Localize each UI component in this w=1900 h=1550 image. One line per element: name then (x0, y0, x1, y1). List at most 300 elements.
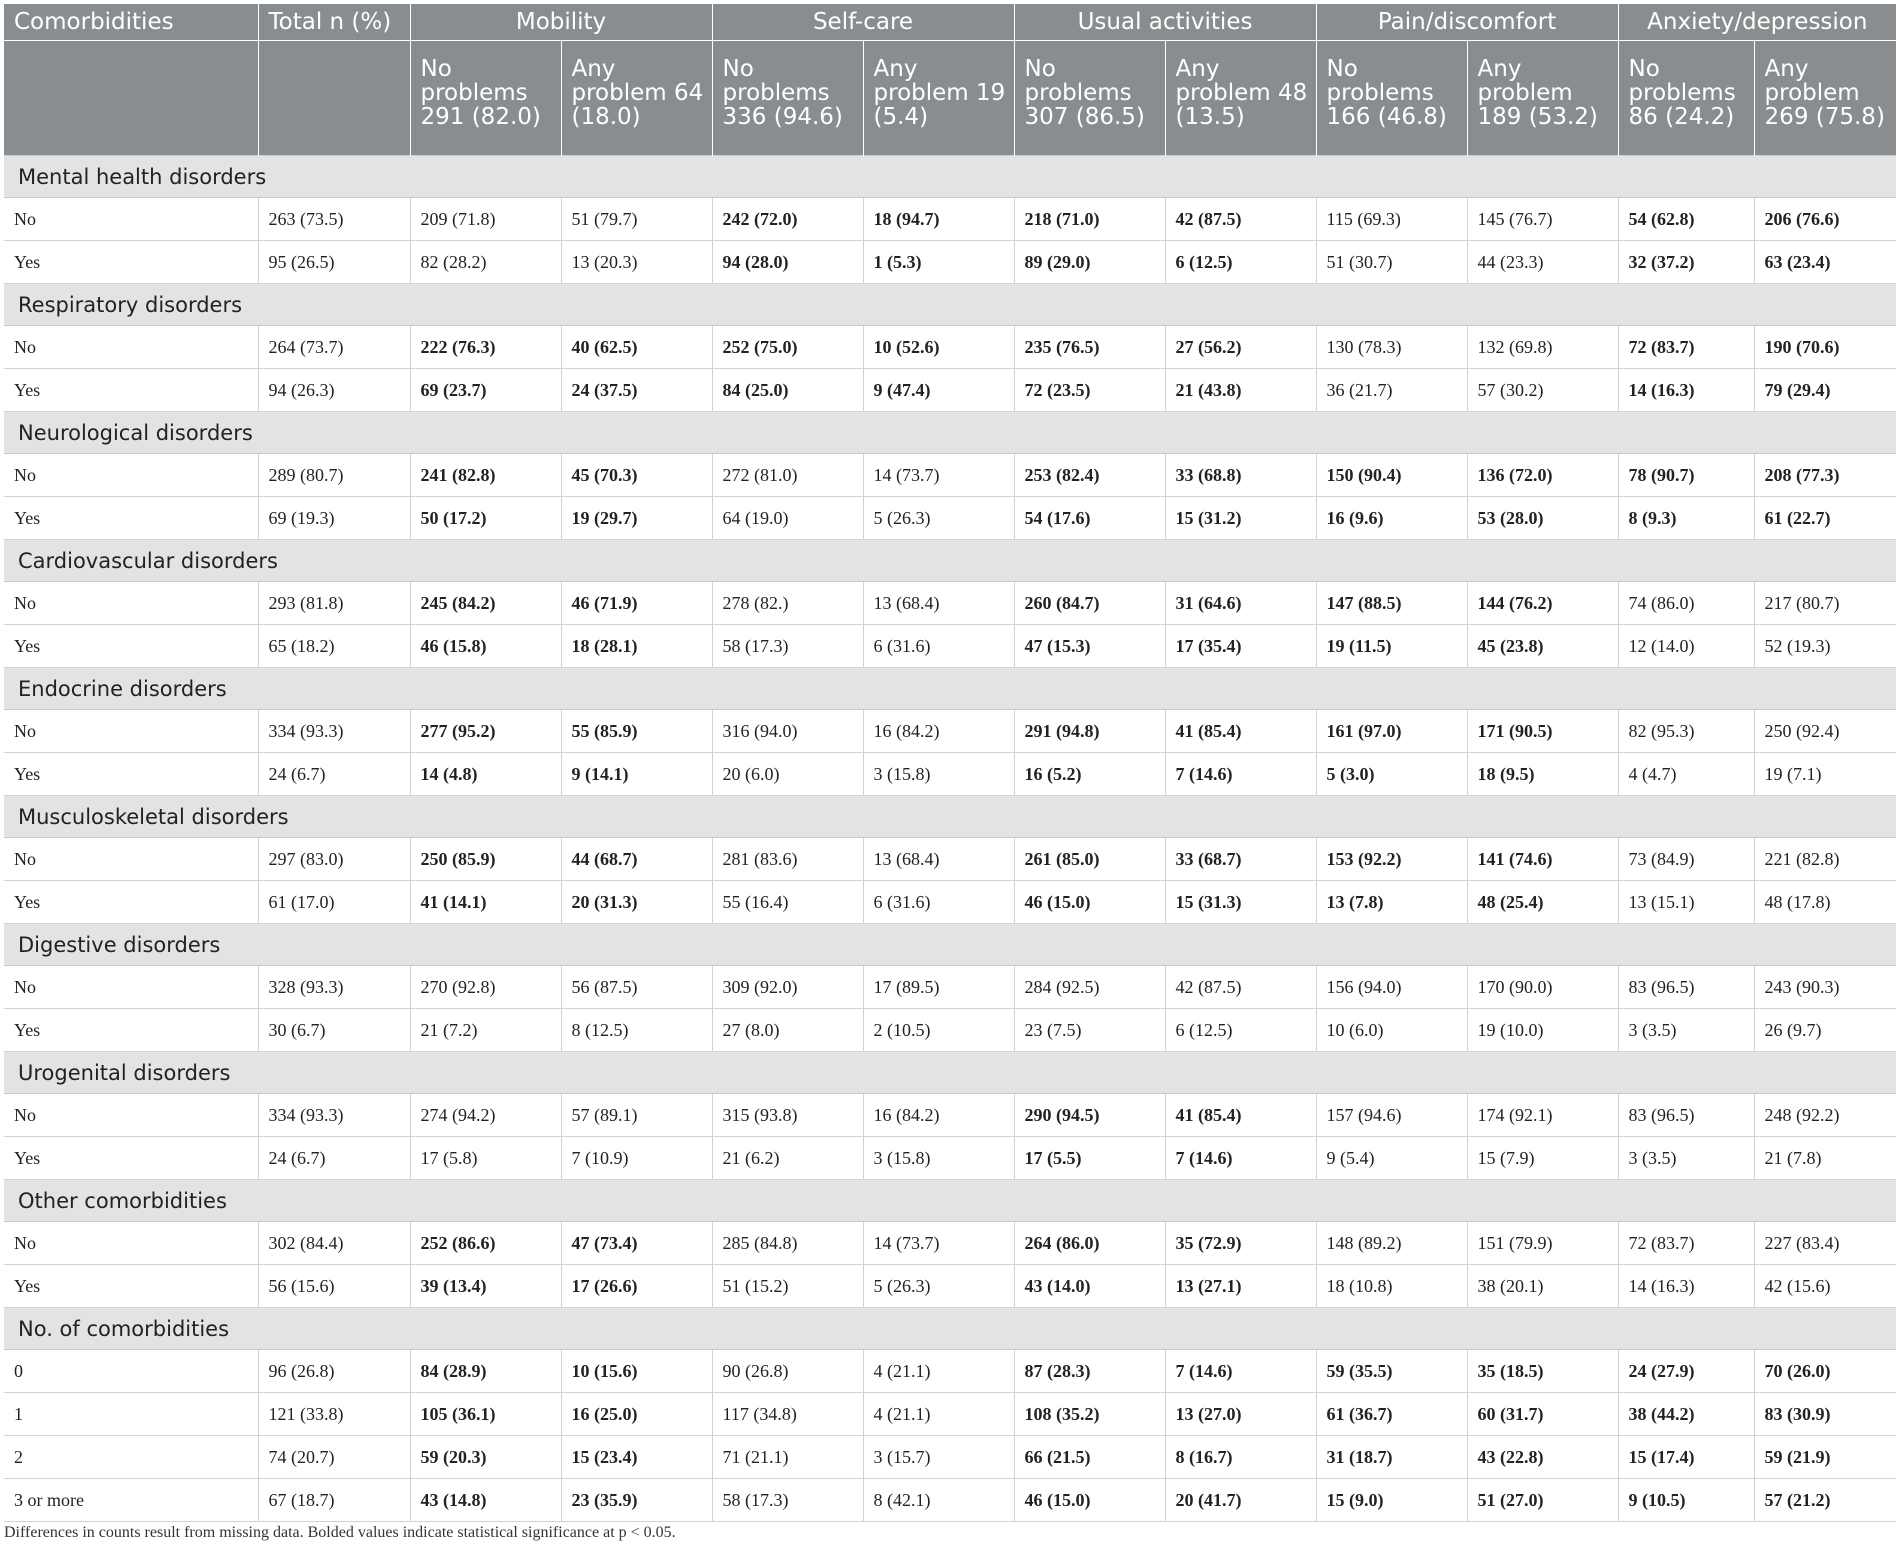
table-cell: 43 (22.8) (1467, 1436, 1618, 1479)
table-cell: 61 (17.0) (258, 881, 410, 924)
table-cell: 253 (82.4) (1014, 454, 1165, 497)
table-cell: 31 (18.7) (1316, 1436, 1467, 1479)
table-cell: 334 (93.3) (258, 1094, 410, 1137)
section-row (4, 540, 1896, 582)
header-total: Total n (%) (258, 4, 410, 41)
table-cell: 65 (18.2) (258, 625, 410, 668)
table-row (4, 1222, 1896, 1265)
table-cell: 145 (76.7) (1467, 198, 1618, 241)
table-cell: 51 (15.2) (712, 1265, 863, 1308)
table-cell: 14 (73.7) (863, 1222, 1014, 1265)
table-cell: 55 (85.9) (561, 710, 712, 753)
table-cell: 58 (17.3) (712, 625, 863, 668)
table-cell: 63 (23.4) (1754, 241, 1896, 284)
table-cell: 302 (84.4) (258, 1222, 410, 1265)
table-row (4, 966, 1896, 1009)
table-cell: 9 (5.4) (1316, 1137, 1467, 1180)
table-cell: 260 (84.7) (1014, 582, 1165, 625)
table-cell: 57 (30.2) (1467, 369, 1618, 412)
table-cell: 281 (83.6) (712, 838, 863, 881)
table-cell: 51 (30.7) (1316, 241, 1467, 284)
table-cell: 218 (71.0) (1014, 198, 1165, 241)
table-cell: 70 (26.0) (1754, 1350, 1896, 1393)
table-cell: 8 (42.1) (863, 1479, 1014, 1522)
table-cell: 222 (76.3) (410, 326, 561, 369)
section-title: No. of comorbidities (4, 1308, 1896, 1350)
table-cell: 15 (9.0) (1316, 1479, 1467, 1522)
table-cell: 3 (15.7) (863, 1436, 1014, 1479)
row-label: No (4, 326, 258, 369)
header-row-dimensions (4, 4, 1896, 41)
table-cell: 4 (21.1) (863, 1393, 1014, 1436)
table-cell: 261 (85.0) (1014, 838, 1165, 881)
table-cell: 4 (21.1) (863, 1350, 1014, 1393)
table-row (4, 198, 1896, 241)
table-cell: 26 (9.7) (1754, 1009, 1896, 1052)
table-cell: 13 (68.4) (863, 838, 1014, 881)
table-cell: 245 (84.2) (410, 582, 561, 625)
table-cell: 250 (92.4) (1754, 710, 1896, 753)
table-cell: 24 (6.7) (258, 753, 410, 796)
table-row (4, 710, 1896, 753)
table-cell: 5 (3.0) (1316, 753, 1467, 796)
table-cell: 82 (28.2) (410, 241, 561, 284)
header-usual-activities: Usual activities (1014, 4, 1316, 41)
table-cell: 3 (3.5) (1618, 1009, 1754, 1052)
table-cell: 31 (64.6) (1165, 582, 1316, 625)
table-cell: 33 (68.8) (1165, 454, 1316, 497)
table-cell: 206 (76.6) (1754, 198, 1896, 241)
comorbidities-table (4, 4, 1896, 1522)
table-cell: 82 (95.3) (1618, 710, 1754, 753)
table-cell: 72 (23.5) (1014, 369, 1165, 412)
table-cell: 74 (20.7) (258, 1436, 410, 1479)
table-cell: 21 (7.2) (410, 1009, 561, 1052)
table-cell: 58 (17.3) (712, 1479, 863, 1522)
header-pain-discomfort: Pain/discomfort (1316, 4, 1618, 41)
table-cell: 59 (35.5) (1316, 1350, 1467, 1393)
header-self-care: Self-care (712, 4, 1014, 41)
table-cell: 46 (15.8) (410, 625, 561, 668)
table-cell: 15 (31.3) (1165, 881, 1316, 924)
section-title: Musculoskeletal disorders (4, 796, 1896, 838)
table-cell: 69 (23.7) (410, 369, 561, 412)
table-cell: 174 (92.1) (1467, 1094, 1618, 1137)
table-cell: 14 (73.7) (863, 454, 1014, 497)
table-cell: 52 (19.3) (1754, 625, 1896, 668)
table-cell: 20 (41.7) (1165, 1479, 1316, 1522)
table-cell: 264 (73.7) (258, 326, 410, 369)
table-row (4, 1094, 1896, 1137)
table-cell: 217 (80.7) (1754, 582, 1896, 625)
table-cell: 59 (21.9) (1754, 1436, 1896, 1479)
row-label: Yes (4, 881, 258, 924)
table-cell: 12 (14.0) (1618, 625, 1754, 668)
table-cell: 42 (87.5) (1165, 198, 1316, 241)
table-cell: 284 (92.5) (1014, 966, 1165, 1009)
section-title: Cardiovascular disorders (4, 540, 1896, 582)
row-label: Yes (4, 241, 258, 284)
table-cell: 19 (10.0) (1467, 1009, 1618, 1052)
table-cell: 96 (26.8) (258, 1350, 410, 1393)
table-cell: 190 (70.6) (1754, 326, 1896, 369)
table-cell: 117 (34.8) (712, 1393, 863, 1436)
table-cell: 46 (15.0) (1014, 1479, 1165, 1522)
table-cell: 6 (12.5) (1165, 241, 1316, 284)
table-cell: 38 (20.1) (1467, 1265, 1618, 1308)
table-cell: 17 (35.4) (1165, 625, 1316, 668)
table-cell: 9 (47.4) (863, 369, 1014, 412)
table-footnote: Differences in counts result from missing data. Bolded values indicate statistical significance at p < 0.05. (4, 1524, 676, 1541)
table-cell: 24 (27.9) (1618, 1350, 1754, 1393)
table-cell: 15 (17.4) (1618, 1436, 1754, 1479)
table-cell: 289 (80.7) (258, 454, 410, 497)
table-cell: 7 (10.9) (561, 1137, 712, 1180)
row-label: 2 (4, 1436, 258, 1479)
table-cell: 315 (93.8) (712, 1094, 863, 1137)
table-cell: 39 (13.4) (410, 1265, 561, 1308)
row-label: Yes (4, 497, 258, 540)
table-cell: 208 (77.3) (1754, 454, 1896, 497)
table-cell: 150 (90.4) (1316, 454, 1467, 497)
table-cell: 252 (75.0) (712, 326, 863, 369)
table-cell: 79 (29.4) (1754, 369, 1896, 412)
section-title: Respiratory disorders (4, 284, 1896, 326)
section-title: Mental health disorders (4, 156, 1896, 198)
table-cell: 42 (87.5) (1165, 966, 1316, 1009)
table-cell: 7 (14.6) (1165, 1137, 1316, 1180)
table-cell: 61 (22.7) (1754, 497, 1896, 540)
section-title: Other comorbidities (4, 1180, 1896, 1222)
table-cell: 73 (84.9) (1618, 838, 1754, 881)
table-cell: 35 (72.9) (1165, 1222, 1316, 1265)
table-cell: 83 (96.5) (1618, 966, 1754, 1009)
table-cell: 16 (84.2) (863, 1094, 1014, 1137)
table-cell: 272 (81.0) (712, 454, 863, 497)
table-cell: 121 (33.8) (258, 1393, 410, 1436)
table-cell: 67 (18.7) (258, 1479, 410, 1522)
table-cell: 64 (19.0) (712, 497, 863, 540)
table-cell: 53 (28.0) (1467, 497, 1618, 540)
subheader-self-care-no-problems: No problems 336 (94.6) (712, 41, 863, 156)
table-row (4, 753, 1896, 796)
table-cell: 13 (27.1) (1165, 1265, 1316, 1308)
table-cell: 48 (25.4) (1467, 881, 1618, 924)
table-row (4, 1436, 1896, 1479)
table-cell: 78 (90.7) (1618, 454, 1754, 497)
table-cell: 18 (28.1) (561, 625, 712, 668)
table-row (4, 1350, 1896, 1393)
table-cell: 16 (5.2) (1014, 753, 1165, 796)
table-cell: 21 (6.2) (712, 1137, 863, 1180)
table-cell: 144 (76.2) (1467, 582, 1618, 625)
row-label: Yes (4, 1137, 258, 1180)
table-cell: 47 (73.4) (561, 1222, 712, 1265)
table-cell: 8 (9.3) (1618, 497, 1754, 540)
table-cell: 270 (92.8) (410, 966, 561, 1009)
table-cell: 18 (10.8) (1316, 1265, 1467, 1308)
table-cell: 105 (36.1) (410, 1393, 561, 1436)
row-label: No (4, 454, 258, 497)
row-label: No (4, 838, 258, 881)
table-cell: 227 (83.4) (1754, 1222, 1896, 1265)
row-label: Yes (4, 1009, 258, 1052)
table-cell: 84 (28.9) (410, 1350, 561, 1393)
table-cell: 48 (17.8) (1754, 881, 1896, 924)
table-cell: 141 (74.6) (1467, 838, 1618, 881)
table-row (4, 881, 1896, 924)
table-cell: 10 (6.0) (1316, 1009, 1467, 1052)
table-cell: 23 (35.9) (561, 1479, 712, 1522)
table-row (4, 497, 1896, 540)
subheader-blank (258, 41, 410, 156)
table-body (4, 156, 1896, 1522)
table-cell: 10 (15.6) (561, 1350, 712, 1393)
section-row (4, 1180, 1896, 1222)
table-row (4, 326, 1896, 369)
table-cell: 285 (84.8) (712, 1222, 863, 1265)
table-cell: 41 (14.1) (410, 881, 561, 924)
table-cell: 40 (62.5) (561, 326, 712, 369)
table-cell: 9 (14.1) (561, 753, 712, 796)
table-cell: 5 (26.3) (863, 1265, 1014, 1308)
table-cell: 84 (25.0) (712, 369, 863, 412)
table-cell: 297 (83.0) (258, 838, 410, 881)
table-cell: 241 (82.8) (410, 454, 561, 497)
table-cell: 151 (79.9) (1467, 1222, 1618, 1265)
table-cell: 15 (7.9) (1467, 1137, 1618, 1180)
table-cell: 17 (26.6) (561, 1265, 712, 1308)
table-cell: 115 (69.3) (1316, 198, 1467, 241)
table-cell: 95 (26.5) (258, 241, 410, 284)
subheader-usual-activities-no-problems: No problems 307 (86.5) (1014, 41, 1165, 156)
table-cell: 171 (90.5) (1467, 710, 1618, 753)
table-row (4, 241, 1896, 284)
table-cell: 50 (17.2) (410, 497, 561, 540)
header-mobility: Mobility (410, 4, 712, 41)
row-label: Yes (4, 753, 258, 796)
table-cell: 55 (16.4) (712, 881, 863, 924)
table-cell: 23 (7.5) (1014, 1009, 1165, 1052)
table-cell: 72 (83.7) (1618, 1222, 1754, 1265)
section-row (4, 1308, 1896, 1350)
table-cell: 94 (28.0) (712, 241, 863, 284)
table-cell: 242 (72.0) (712, 198, 863, 241)
table-cell: 13 (68.4) (863, 582, 1014, 625)
table-cell: 18 (9.5) (1467, 753, 1618, 796)
table-cell: 59 (20.3) (410, 1436, 561, 1479)
table-cell: 83 (96.5) (1618, 1094, 1754, 1137)
table-cell: 156 (94.0) (1316, 966, 1467, 1009)
table-cell: 316 (94.0) (712, 710, 863, 753)
section-title: Digestive disorders (4, 924, 1896, 966)
table-cell: 136 (72.0) (1467, 454, 1618, 497)
table-cell: 221 (82.8) (1754, 838, 1896, 881)
table-cell: 19 (11.5) (1316, 625, 1467, 668)
table-cell: 17 (89.5) (863, 966, 1014, 1009)
table-cell: 51 (27.0) (1467, 1479, 1618, 1522)
subheader-blank (4, 41, 258, 156)
table-cell: 7 (14.6) (1165, 1350, 1316, 1393)
table-cell: 56 (87.5) (561, 966, 712, 1009)
subheader-pain-any-problem: Any problem 189 (53.2) (1467, 41, 1618, 156)
table-cell: 44 (68.7) (561, 838, 712, 881)
table-cell: 51 (79.7) (561, 198, 712, 241)
table-cell: 47 (15.3) (1014, 625, 1165, 668)
table-cell: 32 (37.2) (1618, 241, 1754, 284)
header-anxiety-depression: Anxiety/depression (1618, 4, 1896, 41)
table-cell: 45 (70.3) (561, 454, 712, 497)
table-cell: 334 (93.3) (258, 710, 410, 753)
table-cell: 54 (17.6) (1014, 497, 1165, 540)
section-row (4, 156, 1896, 198)
subheader-pain-no-problems: No problems 166 (46.8) (1316, 41, 1467, 156)
table-row (4, 582, 1896, 625)
table-cell: 30 (6.7) (258, 1009, 410, 1052)
table-cell: 148 (89.2) (1316, 1222, 1467, 1265)
table-cell: 72 (83.7) (1618, 326, 1754, 369)
table-cell: 54 (62.8) (1618, 198, 1754, 241)
row-label: No (4, 582, 258, 625)
row-label: 0 (4, 1350, 258, 1393)
comorbidities-table-container (4, 4, 1896, 1522)
table-cell: 35 (18.5) (1467, 1350, 1618, 1393)
section-row (4, 1052, 1896, 1094)
row-label: No (4, 966, 258, 1009)
table-cell: 16 (25.0) (561, 1393, 712, 1436)
row-label: 1 (4, 1393, 258, 1436)
table-cell: 38 (44.2) (1618, 1393, 1754, 1436)
table-cell: 248 (92.2) (1754, 1094, 1896, 1137)
table-cell: 46 (71.9) (561, 582, 712, 625)
table-cell: 36 (21.7) (1316, 369, 1467, 412)
table-cell: 252 (86.6) (410, 1222, 561, 1265)
table-cell: 130 (78.3) (1316, 326, 1467, 369)
table-cell: 8 (16.7) (1165, 1436, 1316, 1479)
table-cell: 21 (43.8) (1165, 369, 1316, 412)
table-row (4, 1009, 1896, 1052)
table-cell: 309 (92.0) (712, 966, 863, 1009)
table-cell: 10 (52.6) (863, 326, 1014, 369)
table-cell: 14 (16.3) (1618, 369, 1754, 412)
table-cell: 293 (81.8) (258, 582, 410, 625)
table-cell: 235 (76.5) (1014, 326, 1165, 369)
section-title: Endocrine disorders (4, 668, 1896, 710)
table-cell: 6 (31.6) (863, 881, 1014, 924)
header-comorbidities: Comorbidities (4, 4, 258, 41)
table-cell: 42 (15.6) (1754, 1265, 1896, 1308)
subheader-self-care-any-problem: Any problem 19 (5.4) (863, 41, 1014, 156)
section-title: Neurological disorders (4, 412, 1896, 454)
table-cell: 19 (7.1) (1754, 753, 1896, 796)
table-cell: 74 (86.0) (1618, 582, 1754, 625)
table-cell: 8 (12.5) (561, 1009, 712, 1052)
table-cell: 161 (97.0) (1316, 710, 1467, 753)
table-cell: 18 (94.7) (863, 198, 1014, 241)
table-cell: 264 (86.0) (1014, 1222, 1165, 1265)
table-cell: 27 (8.0) (712, 1009, 863, 1052)
header-row-subgroups (4, 41, 1896, 156)
table-row (4, 1479, 1896, 1522)
table-row (4, 1393, 1896, 1436)
table-cell: 20 (6.0) (712, 753, 863, 796)
subheader-mobility-any-problem: Any problem 64 (18.0) (561, 41, 712, 156)
section-row (4, 412, 1896, 454)
table-cell: 66 (21.5) (1014, 1436, 1165, 1479)
table-cell: 16 (84.2) (863, 710, 1014, 753)
table-cell: 94 (26.3) (258, 369, 410, 412)
table-cell: 20 (31.3) (561, 881, 712, 924)
table-row (4, 1265, 1896, 1308)
table-cell: 157 (94.6) (1316, 1094, 1467, 1137)
table-cell: 24 (37.5) (561, 369, 712, 412)
table-cell: 14 (4.8) (410, 753, 561, 796)
table-cell: 14 (16.3) (1618, 1265, 1754, 1308)
table-cell: 21 (7.8) (1754, 1137, 1896, 1180)
table-cell: 5 (26.3) (863, 497, 1014, 540)
table-cell: 60 (31.7) (1467, 1393, 1618, 1436)
row-label: No (4, 710, 258, 753)
table-cell: 278 (82.) (712, 582, 863, 625)
table-cell: 328 (93.3) (258, 966, 410, 1009)
table-cell: 13 (7.8) (1316, 881, 1467, 924)
subheader-anxiety-no-problems: No problems 86 (24.2) (1618, 41, 1754, 156)
table-cell: 71 (21.1) (712, 1436, 863, 1479)
table-cell: 132 (69.8) (1467, 326, 1618, 369)
table-cell: 6 (31.6) (863, 625, 1014, 668)
table-cell: 83 (30.9) (1754, 1393, 1896, 1436)
table-cell: 6 (12.5) (1165, 1009, 1316, 1052)
table-row (4, 625, 1896, 668)
table-cell: 3 (15.8) (863, 753, 1014, 796)
table-cell: 43 (14.8) (410, 1479, 561, 1522)
table-cell: 15 (31.2) (1165, 497, 1316, 540)
table-cell: 15 (23.4) (561, 1436, 712, 1479)
table-cell: 44 (23.3) (1467, 241, 1618, 284)
section-row (4, 924, 1896, 966)
table-cell: 16 (9.6) (1316, 497, 1467, 540)
row-label: Yes (4, 369, 258, 412)
table-row (4, 454, 1896, 497)
subheader-usual-activities-any-problem: Any problem 48 (13.5) (1165, 41, 1316, 156)
table-cell: 263 (73.5) (258, 198, 410, 241)
table-cell: 170 (90.0) (1467, 966, 1618, 1009)
table-cell: 4 (4.7) (1618, 753, 1754, 796)
row-label: No (4, 1094, 258, 1137)
table-cell: 2 (10.5) (863, 1009, 1014, 1052)
table-cell: 250 (85.9) (410, 838, 561, 881)
table-cell: 61 (36.7) (1316, 1393, 1467, 1436)
table-row (4, 369, 1896, 412)
table-cell: 291 (94.8) (1014, 710, 1165, 753)
table-cell: 209 (71.8) (410, 198, 561, 241)
table-cell: 274 (94.2) (410, 1094, 561, 1137)
table-cell: 41 (85.4) (1165, 1094, 1316, 1137)
table-cell: 69 (19.3) (258, 497, 410, 540)
table-cell: 153 (92.2) (1316, 838, 1467, 881)
subheader-anxiety-any-problem: Any problem 269 (75.8) (1754, 41, 1896, 156)
section-row (4, 796, 1896, 838)
table-row (4, 838, 1896, 881)
table-cell: 13 (20.3) (561, 241, 712, 284)
table-cell: 17 (5.8) (410, 1137, 561, 1180)
section-row (4, 284, 1896, 326)
table-cell: 87 (28.3) (1014, 1350, 1165, 1393)
table-cell: 7 (14.6) (1165, 753, 1316, 796)
table-cell: 57 (89.1) (561, 1094, 712, 1137)
section-title: Urogenital disorders (4, 1052, 1896, 1094)
table-cell: 45 (23.8) (1467, 625, 1618, 668)
